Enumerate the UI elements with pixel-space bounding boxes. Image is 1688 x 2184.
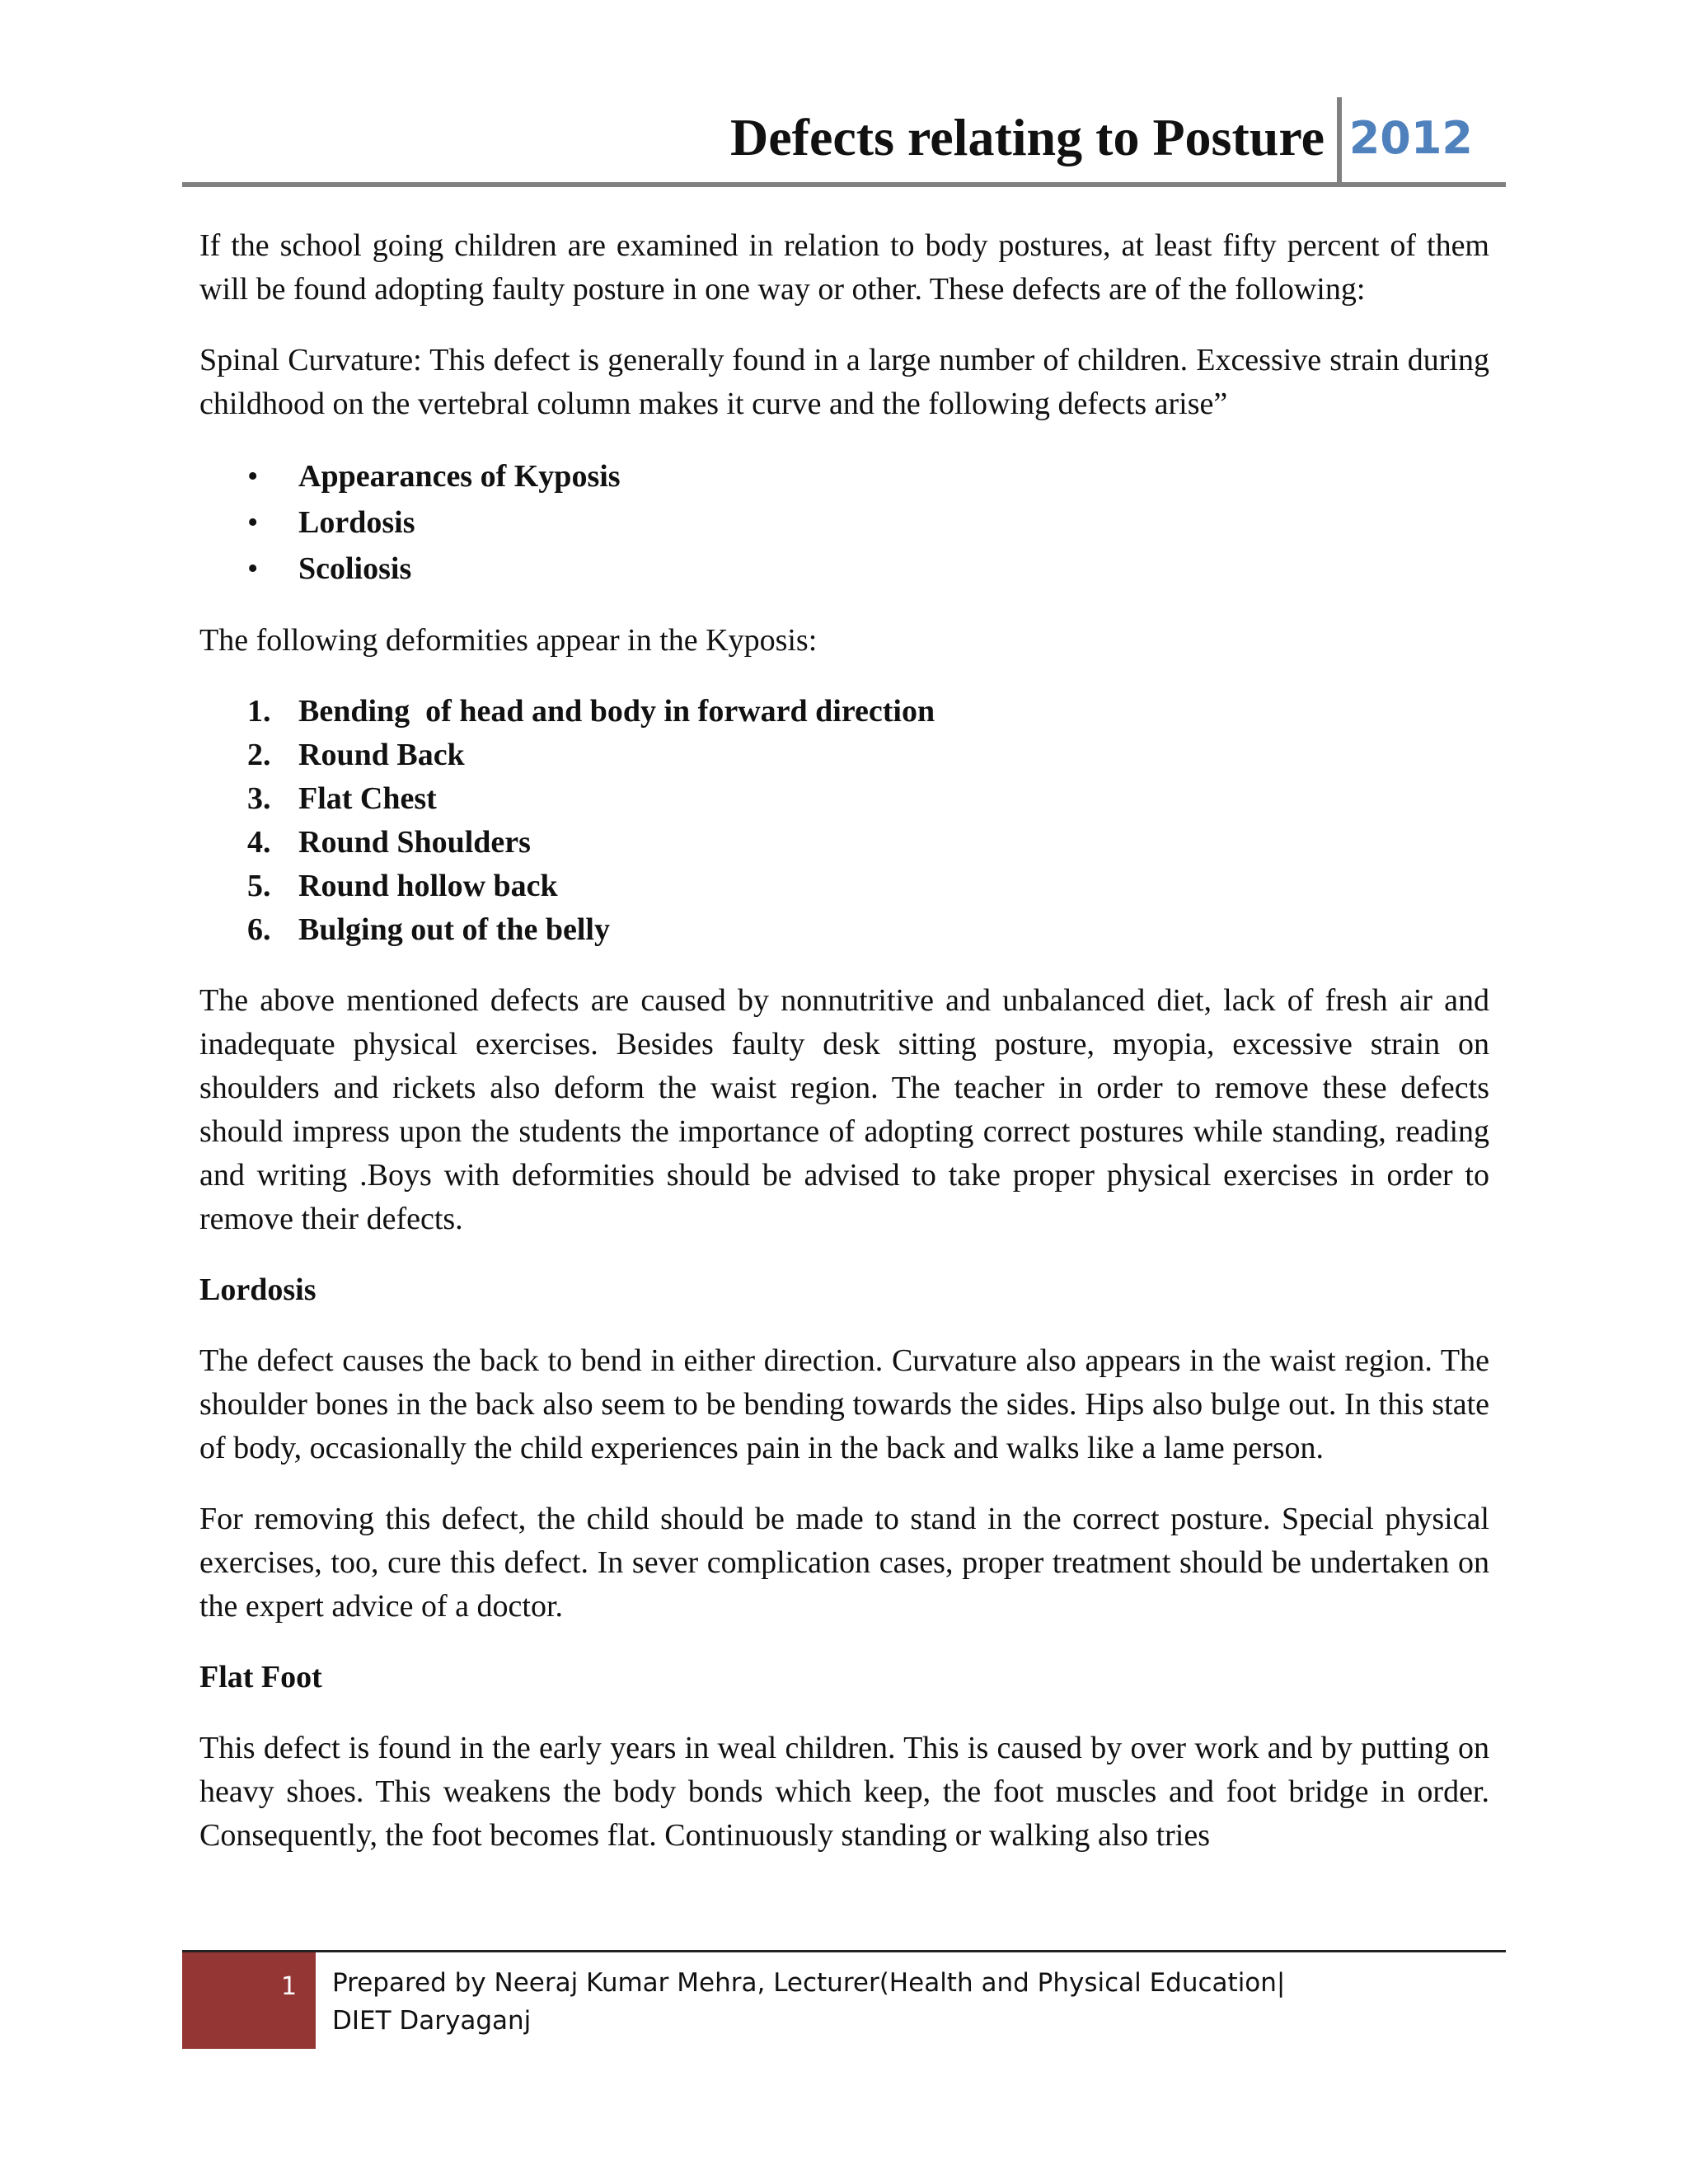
list-item xyxy=(199,865,1489,908)
list-item-text: Round Shoulders xyxy=(298,825,531,860)
list-item xyxy=(199,546,1489,592)
page-number-block xyxy=(182,1952,316,2049)
list-item xyxy=(199,777,1489,821)
flat-foot-heading: Flat Foot xyxy=(199,1660,322,1694)
list-item xyxy=(199,499,1489,546)
number-marker: 6. xyxy=(247,912,271,947)
footer-institution-line: DIET Daryaganj xyxy=(332,2006,532,2036)
number-marker: 3. xyxy=(247,781,271,816)
bullet-marker: • xyxy=(247,505,259,540)
lordosis-paragraph: The defect causes the back to bend in either direction. Curvature also appears in the waist region. The shoulder bones in the back also seem to be bending towards the sides. Hips also bulge out. In this state of body, occasionally the child experiences pain in the back and walks like a lame person. xyxy=(199,1343,1489,1465)
flat-foot-paragraph: This defect is found in the early years in weal children. This is caused by over work and by putting on heavy shoes. This weakens the body bonds which keep, the foot muscles and foot bridge in order. Consequently, the foot becomes flat. Continuously standing or walking also tries xyxy=(199,1731,1489,1853)
page-number: 1 xyxy=(281,1972,298,2001)
list-item-text: Round Back xyxy=(298,738,465,772)
bullet-marker: • xyxy=(247,551,259,586)
list-item xyxy=(199,690,1489,733)
number-marker: 4. xyxy=(247,825,271,860)
intro-paragraph: If the school going children are examined in relation to body postures, at least fifty percent of them will be found adopting faulty posture in one way or other. These defects are of the following: xyxy=(199,228,1489,307)
list-item xyxy=(199,453,1489,499)
list-item-text: Round hollow back xyxy=(298,869,558,903)
document-title: Defects relating to Posture xyxy=(730,108,1325,166)
page-footer xyxy=(182,1950,1506,2049)
kyposis-intro: The following deformities appear in the Kyposis: xyxy=(199,623,818,658)
page-header xyxy=(182,97,1506,188)
footer-credit xyxy=(332,1964,1285,2040)
kyposis-deformities-list xyxy=(199,690,1489,952)
list-item-text: Bending of head and body in forward direction xyxy=(298,694,935,729)
list-item-text: Appearances of Kyposis xyxy=(298,459,621,494)
header-divider xyxy=(1337,97,1342,185)
causes-paragraph: The above mentioned defects are caused by nonnutritive and unbalanced diet, lack of fresh air and inadequate physical exercises. Besides faulty desk sitting posture, myopia, excessive strain on shoulders and rickets also deform the waist region. The teacher in order to remove these defects should impress upon the students the importance of adopting correct postures while standing, reading and writing .Boys with deformities should be advised to take proper physical exercises in order to remove their defects. xyxy=(199,983,1489,1236)
lordosis-treatment-paragraph: For removing this defect, the child should be made to stand in the correct posture. Special physical exercises, too, cure this defect. In sever complication cases, proper treatment should be undertaken on the expert advice of a doctor. xyxy=(199,1502,1489,1624)
number-marker: 1. xyxy=(247,694,271,729)
list-item-text: Bulging out of the belly xyxy=(298,912,610,947)
list-item xyxy=(199,733,1489,777)
list-item-text: Flat Chest xyxy=(298,781,437,816)
number-marker: 5. xyxy=(247,869,271,903)
spinal-defects-list xyxy=(199,453,1489,592)
list-item xyxy=(199,821,1489,865)
footer-credit-line: Prepared by Neeraj Kumar Mehra, Lecturer(Health and Physical Education| xyxy=(332,1968,1286,1998)
number-marker: 2. xyxy=(247,738,271,772)
list-item-text: Scoliosis xyxy=(298,551,412,586)
header-rule xyxy=(182,182,1506,187)
footer-rule xyxy=(182,1950,1506,1952)
lordosis-heading: Lordosis xyxy=(199,1272,316,1307)
spinal-curvature-paragraph: Spinal Curvature: This defect is generally found in a large number of children. Excessive strain during childhood on the vertebral column makes it curve and the following defects arise” xyxy=(199,343,1489,421)
list-item xyxy=(199,908,1489,952)
bullet-marker: • xyxy=(247,459,259,494)
list-item-text: Lordosis xyxy=(298,505,415,540)
page-content xyxy=(199,224,1489,1885)
header-year: 2012 xyxy=(1348,112,1473,164)
